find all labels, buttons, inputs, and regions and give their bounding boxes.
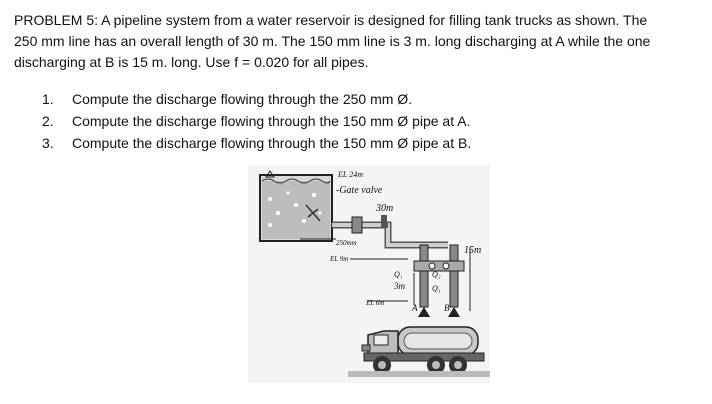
label-q1: Q₁ bbox=[394, 270, 403, 279]
reservoir bbox=[260, 175, 332, 241]
pipeline-diagram bbox=[248, 165, 490, 383]
problem-statement bbox=[14, 10, 704, 73]
problem-title: PROBLEM 5: bbox=[14, 12, 99, 28]
list-text: Compute the discharge flowing through the 150 mm Ø pipe at A. bbox=[72, 113, 471, 129]
list-text: Compute the discharge flowing through the 250 mm Ø. bbox=[72, 91, 413, 107]
label-el-6m: EL 6m bbox=[366, 299, 385, 307]
problem-line-1 bbox=[14, 10, 704, 31]
label-el-24m: EL 24m bbox=[338, 170, 363, 179]
question-list bbox=[42, 88, 682, 154]
label-q2: Q₂ bbox=[432, 270, 441, 279]
problem-text-3: discharging at B is 15 m. long. Use f = 0.020 for all pipes. bbox=[14, 54, 369, 70]
label-15m: 15m bbox=[464, 245, 482, 256]
ground bbox=[348, 371, 490, 377]
list-number: 1. bbox=[42, 91, 54, 107]
list-number: 3. bbox=[42, 135, 54, 151]
label-q3: Q₃ bbox=[432, 284, 441, 293]
list-item bbox=[42, 110, 682, 132]
label-250mm: 250mm bbox=[336, 239, 357, 247]
list-number: 2. bbox=[42, 113, 54, 129]
list-text: Compute the discharge flowing through the 150 mm Ø pipe at B. bbox=[72, 135, 472, 151]
label-30m: 30m bbox=[376, 203, 394, 214]
problem-text-1: A pipeline system from a water reservoir is designed for filling tank trucks as shown. The bbox=[101, 12, 648, 28]
pipeline-figure bbox=[248, 165, 490, 383]
label-3m: 3m bbox=[394, 281, 405, 291]
list-item bbox=[42, 132, 682, 154]
label-b: B bbox=[444, 303, 450, 313]
list-item bbox=[42, 88, 682, 110]
label-el-9m: EL 9m bbox=[330, 255, 349, 263]
problem-text-2: 250 mm line has an overall length of 30 m. The 150 mm line is 3 m. long discharging at A while the one bbox=[14, 33, 651, 49]
gate-valve-icon bbox=[352, 217, 362, 233]
label-a: A bbox=[412, 303, 418, 313]
label-gate-valve: -Gate valve bbox=[336, 185, 383, 196]
